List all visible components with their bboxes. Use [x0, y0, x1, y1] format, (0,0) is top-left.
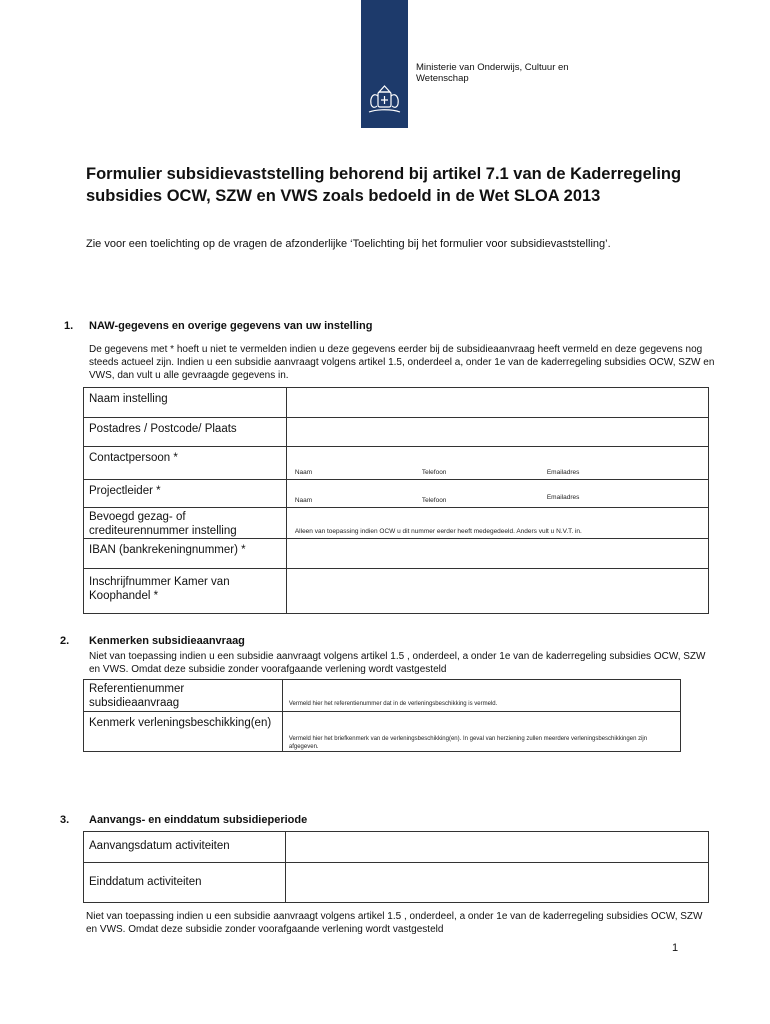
input-contactpersoon[interactable]: [286, 447, 708, 480]
coat-of-arms-icon: [365, 80, 404, 118]
label-projectleider: Projectleider *: [84, 480, 287, 508]
input-kvk[interactable]: [286, 569, 708, 614]
sublabel-email: Emailadres: [546, 469, 580, 476]
label-iban: IBAN (bankrekeningnummer) *: [84, 539, 287, 569]
input-iban[interactable]: [286, 539, 708, 569]
section-2-title: Kenmerken subsidieaanvraag: [89, 635, 245, 647]
input-naam-instelling[interactable]: [286, 388, 708, 418]
sublabel-email: Emailadres: [546, 494, 580, 501]
label-einddatum: Einddatum activiteiten: [84, 863, 286, 903]
input-projectleider[interactable]: [286, 480, 708, 508]
sublabel-telefoon: Telefoon: [421, 469, 447, 476]
section-2-number: 2.: [60, 635, 70, 647]
input-referentienummer[interactable]: [282, 680, 680, 712]
input-kenmerk[interactable]: [282, 712, 680, 752]
section-2-table: [83, 679, 681, 752]
input-postadres[interactable]: [286, 418, 708, 447]
input-bevoegd-gezag[interactable]: [286, 508, 708, 539]
section-1-title: NAW-gegevens en overige gegevens van uw instelling: [89, 320, 373, 332]
label-bevoegd-gezag: Bevoegd gezag- of crediteurennummer instelling: [84, 508, 287, 539]
label-kenmerk: Kenmerk verleningsbeschikking(en): [84, 712, 283, 752]
sublabel-telefoon: Telefoon: [421, 497, 447, 504]
label-contactpersoon: Contactpersoon *: [84, 447, 287, 480]
section-1-number: 1.: [64, 320, 74, 332]
intro-text: Zie voor een toelichting op de vragen de afzonderlijke ‘Toelichting bij het formulier voor subsidievaststelling’.: [86, 238, 611, 250]
kenmerk-note: Vermeld hier het briefkenmerk van de verleningsbeschikking(en). In geval van herziening zullen meerdere verleningsbeschikkingen zijn afgegeven.: [288, 736, 648, 750]
section-1-table: [83, 387, 709, 614]
label-kvk: Inschrijfnummer Kamer van Koophandel *: [84, 569, 287, 614]
section-3-table: [83, 831, 709, 903]
bevoegd-gezag-note: Alleen van toepassing indien OCW u dit nummer eerder heeft medegedeeld. Anders vult u N.V.T. in.: [294, 528, 582, 535]
section-3-footer-note: Niet van toepassing indien u een subsidie aanvraagt volgens artikel 1.5 , onderdeel, a onder 1e van de kaderregeling subsidies OCW, SZW en VWS. Omdat deze subsidie zonder voorafgaande verlening wordt vastgesteld: [86, 911, 703, 935]
input-einddatum[interactable]: [285, 863, 708, 903]
label-naam-instelling: Naam instelling: [84, 388, 287, 418]
section-3-number: 3.: [60, 814, 70, 826]
page-number: 1: [672, 942, 679, 954]
label-postadres: Postadres / Postcode/ Plaats: [84, 418, 287, 447]
ministry-logo-band: [361, 0, 408, 128]
referentienummer-note: Vermeld hier het referentienummer dat in de verleningsbeschikking is vermeld.: [288, 701, 498, 707]
label-referentienummer: Referentienummer subsidieaanvraag: [84, 680, 283, 712]
section-1-description: De gegevens met * hoeft u niet te vermelden indien u deze gegevens eerder bij de subsidieaanvraag heeft vermeld en deze gegevens nog steeds actueel zijn. Indien u een subsidie aanvraagt volgens artikel 1.5, onderdeel a, onder 1e van de kaderregeling subsidies OCW, SZW en VWS, dan vult u alle gevraagde gegevens in.: [89, 344, 715, 381]
ministry-name: Ministerie van Onderwijs, Cultuur en Wetenschap: [416, 62, 569, 84]
page-title: Formulier subsidievaststelling behorend bij artikel 7.1 van de Kaderregeling subsidies OCW, SZW en VWS zoals bedoeld in de Wet SLOA 2013: [86, 165, 682, 205]
input-aanvangsdatum[interactable]: [285, 832, 708, 863]
sublabel-naam: Naam: [294, 497, 313, 504]
sublabel-naam: Naam: [294, 469, 313, 476]
label-aanvangsdatum: Aanvangsdatum activiteiten: [84, 832, 286, 863]
section-2-description: Niet van toepassing indien u een subsidie aanvraagt volgens artikel 1.5 , onderdeel, a onder 1e van de kaderregeling subsidies OCW, SZW en VWS. Omdat deze subsidie zonder voorafgaande verlening wordt vastgesteld: [89, 651, 706, 675]
section-3-title: Aanvangs- en einddatum subsidieperiode: [89, 814, 308, 826]
